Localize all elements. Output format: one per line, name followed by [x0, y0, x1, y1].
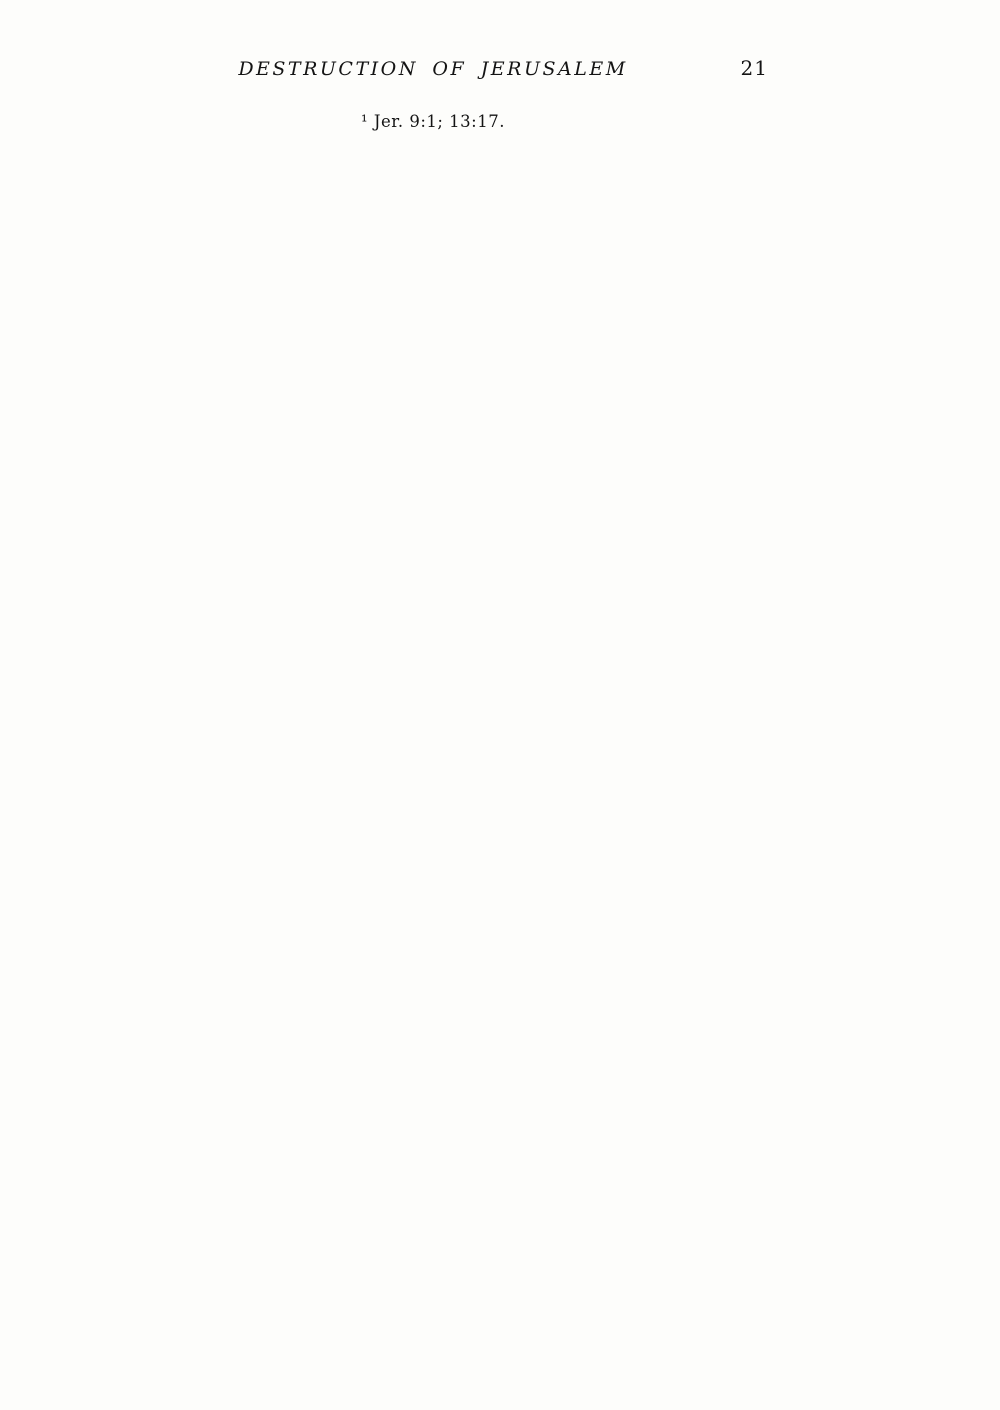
page-number: 21: [740, 56, 768, 80]
running-head-title: DESTRUCTION OF JERUSALEM: [238, 58, 628, 80]
footnote: ¹ Jer. 9:1; 13:17.: [361, 112, 505, 131]
book-page: [80, 0, 786, 131]
running-head: [80, 56, 786, 83]
